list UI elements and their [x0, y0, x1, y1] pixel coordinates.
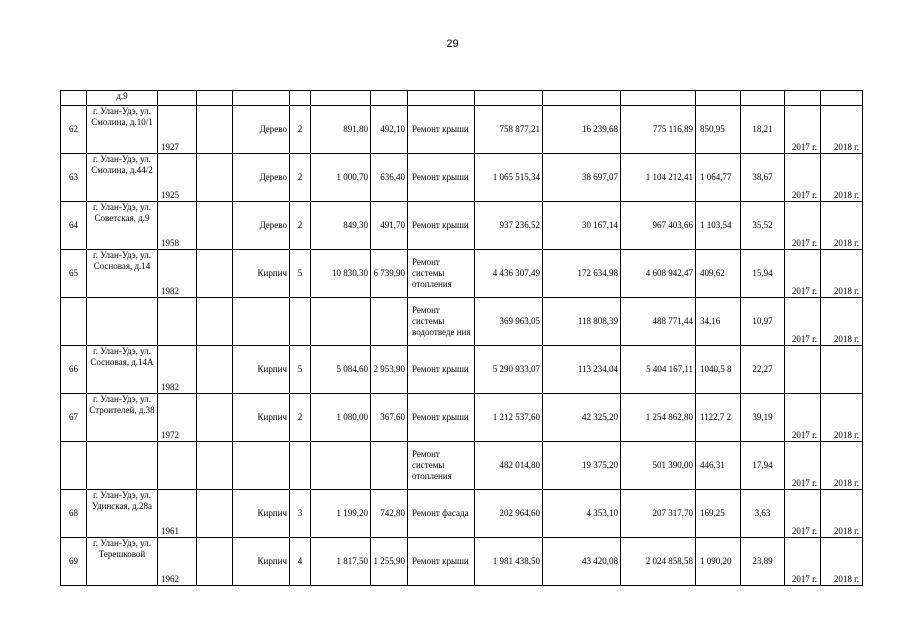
wall-material-cell: Кирпич: [233, 250, 290, 298]
start-year-cell: 2017 г.: [785, 106, 821, 154]
end-year-cell: 2018 г.: [821, 538, 863, 586]
share-cell: 23,89: [741, 538, 785, 586]
total-area-cell: 1 817,50: [311, 538, 371, 586]
wall-material-cell: [233, 442, 290, 490]
total-cost-cell: 4 608 942,47: [621, 250, 696, 298]
start-year-cell: 2017 г.: [785, 298, 821, 346]
address-cell: [87, 442, 158, 490]
wall-material-cell: Кирпич: [233, 490, 290, 538]
work-type-cell: Ремонт системы водоотведе ния: [408, 298, 475, 346]
total-cost-cell: 488 771,44: [621, 298, 696, 346]
year-built-cell: 1982: [158, 250, 197, 298]
end-year-cell: 2018 г.: [821, 154, 863, 202]
extra-cost-cell: 42 325,20: [543, 394, 621, 442]
extra-cost-cell: 43 420,08: [543, 538, 621, 586]
empty-cell: [197, 250, 233, 298]
cost-per-sqm-cell: 1 064,77: [696, 154, 741, 202]
share-cell: 22,27: [741, 346, 785, 394]
total-cost-cell: 1 254 862,80: [621, 394, 696, 442]
total-area-cell: 10 830,30: [311, 250, 371, 298]
extra-cost-cell: 4 353,10: [543, 490, 621, 538]
floors-cell: 2: [290, 202, 311, 250]
table-row: [61, 91, 863, 106]
table-row: [61, 346, 863, 394]
year-built-cell: 1961: [158, 490, 197, 538]
empty-cell: [197, 538, 233, 586]
total-cost-cell: 2 024 858,58: [621, 538, 696, 586]
total-cost-cell: 775 116,89: [621, 106, 696, 154]
floors-cell: 5: [290, 250, 311, 298]
extra-cost-cell: 16 239,68: [543, 106, 621, 154]
total-cost-cell: 5 404 167,11: [621, 346, 696, 394]
empty-cell: [197, 106, 233, 154]
start-year-cell: 2017 г.: [785, 490, 821, 538]
work-cost-cell: 937 236,52: [475, 202, 543, 250]
address-cell: г. Улан-Удэ, ул. Советская, д.9: [87, 202, 158, 250]
row-number-cell: 64: [61, 202, 87, 250]
row-number-cell: 69: [61, 538, 87, 586]
address-cell: г. Улан-Удэ, ул. Смолина, д.44/2: [87, 154, 158, 202]
total-cost-cell: 207 317,70: [621, 490, 696, 538]
work-cost-cell: 758 877,21: [475, 106, 543, 154]
floors-cell: [290, 442, 311, 490]
living-area-cell: 492,10: [371, 106, 408, 154]
share-cell: 39,19: [741, 394, 785, 442]
wall-material-cell: Кирпич: [233, 538, 290, 586]
work-type-cell: Ремонт крыши: [408, 202, 475, 250]
share-cell: 18,21: [741, 106, 785, 154]
share-cell: 10,97: [741, 298, 785, 346]
row-number-cell: 65: [61, 250, 87, 298]
living-area-cell: 6 739,90: [371, 250, 408, 298]
start-year-cell: 2017 г.: [785, 154, 821, 202]
cost-per-sqm-cell: 1122,7 2: [696, 394, 741, 442]
row-number-cell: [61, 298, 87, 346]
page-number: 29: [446, 38, 459, 50]
share-cell: 38,67: [741, 154, 785, 202]
empty-cell: [197, 154, 233, 202]
share-cell: 3,63: [741, 490, 785, 538]
end-year-cell: 2018 г.: [821, 298, 863, 346]
row-number-cell: 67: [61, 394, 87, 442]
table-row: [61, 154, 863, 202]
address-cell: г. Улан-Удэ, ул. Строителей, д.38: [87, 394, 158, 442]
total-area-cell: 1 199,20: [311, 490, 371, 538]
living-area-cell: 1 255,90: [371, 538, 408, 586]
address-cell: г. Улан-Удэ, ул. Терешковой: [87, 538, 158, 586]
table-row: [61, 106, 863, 154]
year-built-cell: 1982: [158, 346, 197, 394]
cost-per-sqm-cell: 34,16: [696, 298, 741, 346]
cost-per-sqm-cell: 850,95: [696, 106, 741, 154]
table-row: [61, 250, 863, 298]
living-area-cell: 367,60: [371, 394, 408, 442]
address-cell: г. Улан-Удэ, ул. Удинская, д.28а: [87, 490, 158, 538]
extra-cost-cell: 30 167,14: [543, 202, 621, 250]
cost-per-sqm-cell: 169,25: [696, 490, 741, 538]
cost-per-sqm-cell: 409,62: [696, 250, 741, 298]
floors-cell: 4: [290, 538, 311, 586]
table-row: [61, 490, 863, 538]
share-cell: 17,94: [741, 442, 785, 490]
cost-per-sqm-cell: 1 103,54: [696, 202, 741, 250]
repair-table: [60, 90, 863, 586]
end-year-cell: 2018 г.: [821, 394, 863, 442]
work-type-cell: Ремонт крыши: [408, 346, 475, 394]
wall-material-cell: Дерево: [233, 154, 290, 202]
row-number-cell: 63: [61, 154, 87, 202]
floors-cell: 3: [290, 490, 311, 538]
work-type-cell: Ремонт крыши: [408, 394, 475, 442]
work-type-cell: Ремонт системы отопления: [408, 442, 475, 490]
table-row: [61, 394, 863, 442]
empty-cell: [197, 490, 233, 538]
work-type-cell: Ремонт крыши: [408, 538, 475, 586]
address-cell: д.9: [87, 91, 158, 106]
empty-cell: [197, 202, 233, 250]
extra-cost-cell: 118 808,39: [543, 298, 621, 346]
total-cost-cell: 967 403,66: [621, 202, 696, 250]
year-built-cell: [158, 442, 197, 490]
year-built-cell: 1962: [158, 538, 197, 586]
empty-cell: [197, 298, 233, 346]
floors-cell: 5: [290, 346, 311, 394]
end-year-cell: [821, 346, 863, 394]
wall-material-cell: [233, 298, 290, 346]
total-area-cell: [311, 298, 371, 346]
floors-cell: 2: [290, 106, 311, 154]
table-row: [61, 202, 863, 250]
empty-cell: [197, 394, 233, 442]
address-cell: г. Улан-Удэ, ул. Сосновая, д.14: [87, 250, 158, 298]
end-year-cell: 2018 г.: [821, 490, 863, 538]
table-row: [61, 298, 863, 346]
work-cost-cell: 482 014,80: [475, 442, 543, 490]
work-cost-cell: 369 963,05: [475, 298, 543, 346]
extra-cost-cell: 172 634,98: [543, 250, 621, 298]
cost-per-sqm-cell: 1040,5 8: [696, 346, 741, 394]
total-cost-cell: 1 104 212,41: [621, 154, 696, 202]
cost-per-sqm-cell: 1 090,20: [696, 538, 741, 586]
living-area-cell: 491,70: [371, 202, 408, 250]
start-year-cell: 2017 г.: [785, 202, 821, 250]
floors-cell: 2: [290, 154, 311, 202]
table-row: [61, 538, 863, 586]
start-year-cell: 2017 г.: [785, 538, 821, 586]
living-area-cell: 2 953,90: [371, 346, 408, 394]
living-area-cell: 742,80: [371, 490, 408, 538]
work-cost-cell: 1 065 515,34: [475, 154, 543, 202]
work-type-cell: Ремонт крыши: [408, 154, 475, 202]
address-cell: [87, 298, 158, 346]
year-built-cell: [158, 298, 197, 346]
cost-per-sqm-cell: 446,31: [696, 442, 741, 490]
end-year-cell: 2018 г.: [821, 442, 863, 490]
total-area-cell: 5 084,60: [311, 346, 371, 394]
empty-cell: [197, 442, 233, 490]
living-area-cell: 636,40: [371, 154, 408, 202]
year-built-cell: 1925: [158, 154, 197, 202]
address-cell: г. Улан-Удэ, ул. Сосновая, д.14А: [87, 346, 158, 394]
empty-cell: [197, 346, 233, 394]
table-row: [61, 442, 863, 490]
row-number-cell: 68: [61, 490, 87, 538]
share-cell: 15,94: [741, 250, 785, 298]
work-cost-cell: 1 981 438,50: [475, 538, 543, 586]
start-year-cell: 2017 г.: [785, 394, 821, 442]
start-year-cell: 2017 г.: [785, 250, 821, 298]
work-type-cell: Ремонт крыши: [408, 106, 475, 154]
row-number-cell: 66: [61, 346, 87, 394]
wall-material-cell: Кирпич: [233, 394, 290, 442]
work-cost-cell: 202 964,60: [475, 490, 543, 538]
year-built-cell: 1958: [158, 202, 197, 250]
address-cell: г. Улан-Удэ, ул. Смолина, д.10/1: [87, 106, 158, 154]
end-year-cell: 2018 г.: [821, 202, 863, 250]
work-cost-cell: 4 436 307,49: [475, 250, 543, 298]
floors-cell: 2: [290, 394, 311, 442]
work-type-cell: Ремонт системы отопления: [408, 250, 475, 298]
work-cost-cell: 5 290 933,07: [475, 346, 543, 394]
end-year-cell: 2018 г.: [821, 250, 863, 298]
year-built-cell: 1972: [158, 394, 197, 442]
extra-cost-cell: 113 234,04: [543, 346, 621, 394]
living-area-cell: [371, 298, 408, 346]
extra-cost-cell: 38 697,07: [543, 154, 621, 202]
row-number-cell: 62: [61, 106, 87, 154]
total-area-cell: 891,80: [311, 106, 371, 154]
total-cost-cell: 501 390,00: [621, 442, 696, 490]
row-number-cell: [61, 442, 87, 490]
wall-material-cell: Кирпич: [233, 346, 290, 394]
total-area-cell: [311, 442, 371, 490]
extra-cost-cell: 19 375,20: [543, 442, 621, 490]
share-cell: 35,52: [741, 202, 785, 250]
total-area-cell: 849,30: [311, 202, 371, 250]
living-area-cell: [371, 442, 408, 490]
start-year-cell: 2017 г.: [785, 442, 821, 490]
end-year-cell: 2018 г.: [821, 106, 863, 154]
work-cost-cell: 1 212 537,60: [475, 394, 543, 442]
start-year-cell: [785, 346, 821, 394]
year-built-cell: 1927: [158, 106, 197, 154]
wall-material-cell: Дерево: [233, 106, 290, 154]
floors-cell: [290, 298, 311, 346]
total-area-cell: 1 080,00: [311, 394, 371, 442]
work-type-cell: Ремонт фасада: [408, 490, 475, 538]
total-area-cell: 1 000,70: [311, 154, 371, 202]
wall-material-cell: Дерево: [233, 202, 290, 250]
